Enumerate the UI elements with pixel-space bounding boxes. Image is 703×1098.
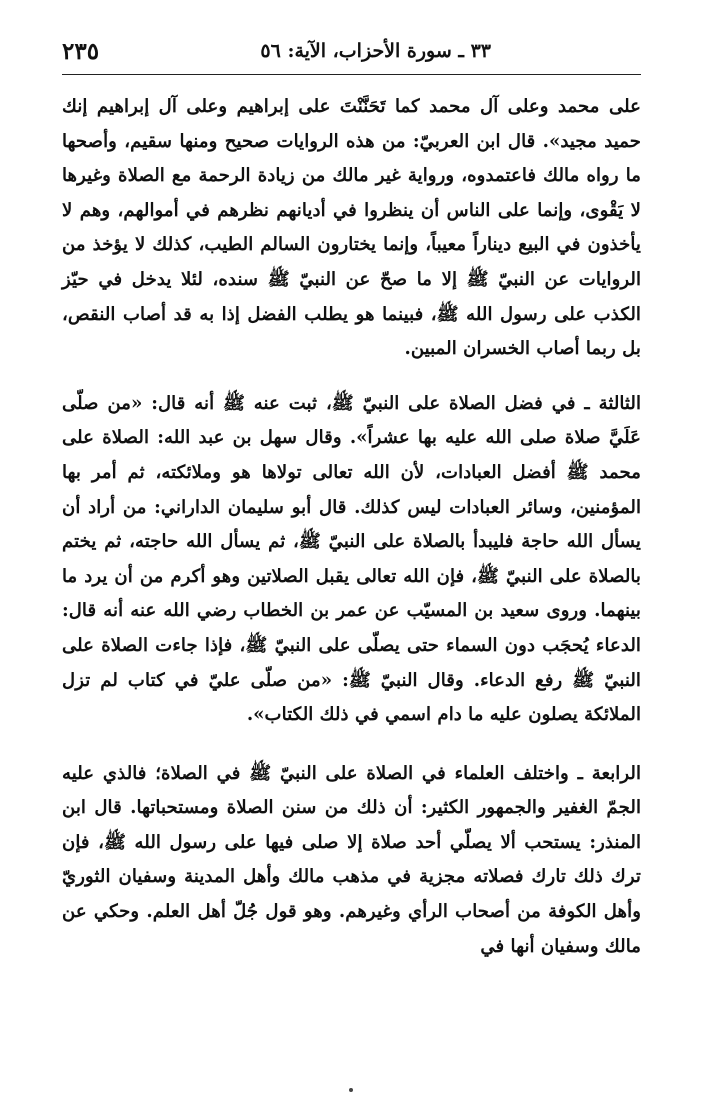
- page-number: ٢٣٥: [62, 38, 100, 65]
- paragraph-3-lead: الرابعة ـ: [577, 762, 641, 784]
- paragraph-2-lead: الثالثة ـ: [584, 392, 641, 414]
- paragraph-2: [62, 387, 641, 733]
- running-title: ٣٣ ـ سورة الأحزاب، الآية: ٥٦: [260, 40, 491, 62]
- paragraph-2-text: في فضل الصلاة على النبيّ ﷺ، ثبت عنه ﷺ أنه قال: «من صلّى عَلَيَّ صلاة صلى الله عليه بها عشراً». وقال سهل بن عبد الله: الصلاة على محمد ﷺ أفضل العبادات، لأن الله تعالى تولاها هو وملائكته، ثم أمر بها المؤمنين، وسائر العبادات ليس كذلك. قال أبو سليمان الداراني: من أراد أن يسأل الله حاجة فليبدأ بالصلاة على النبيّ ﷺ، ثم يسأل الله حاجته، ثم يختم بالصلاة على النبيّ ﷺ، فإن الله تعالى يقبل الصلاتين وهو أكرم من أن يرد ما بينهما. وروى سعيد بن المسيّب عن عمر بن الخطاب رضي الله عنه أنه قال: الدعاء يُحجَب دون السماء حتى يصلّى على النبيّ ﷺ، فإذا جاءت الصلاة على النبيّ ﷺ رفع الدعاء. وقال النبيّ ﷺ: «من صلّى عليّ في كتاب لم تزل الملائكة يصلون عليه ما دام اسمي في ذلك الكتاب».: [62, 392, 641, 726]
- footer-dot: [349, 1088, 353, 1092]
- paragraph-3-text: واختلف العلماء في الصلاة على النبيّ ﷺ في الصلاة؛ فالذي عليه الجمّ الغفير والجمهور الكثير: أن ذلك من سنن الصلاة ومستحباتها. قال ابن المنذر: يستحب ألا يصلّي أحد صلاة إلا صلى فيها على رسول الله ﷺ، فإن ترك ذلك تارك فصلاته مجزية في مذهب مالك وأهل المدينة وسفيان الثوريّ وأهل الكوفة من أصحاب الرأي وغيرهم. وهو قول جُلّ أهل العلم. وحكي عن مالك وسفيان أنها في: [62, 762, 641, 957]
- page-body: [62, 90, 641, 964]
- page-header: [62, 34, 641, 68]
- paragraph-3: [62, 757, 641, 965]
- paragraph-1: [62, 90, 641, 367]
- header-rule: [62, 74, 641, 75]
- paragraph-1-text: على محمد وعلى آل محمد كما تَحَنَّنْتَ على إبراهيم وعلى آل إبراهيم إنك حميد مجيد». قال ابن العربيّ: من هذه الروايات صحيح ومنها سقيم، وأصحها ما رواه مالك فاعتمدوه، ورواية غير مالك من زيادة الرحمة مع الصلاة وغيرها لا يَقْوى، وإنما على الناس أن ينظروا في أديانهم نظرهم في أموالهم، وهم لا يأخذون في البيع ديناراً معيباً، وإنما يختارون السالم الطيب، كذلك لا يؤخذ من الروايات عن النبيّ ﷺ إلا ما صحّ عن النبيّ ﷺ سنده، لئلا يدخل في حيّز الكذب على رسول الله ﷺ، فبينما هو يطلب الفضل إذا به قد أصاب النقص، بل ربما أصاب الخسران المبين.: [62, 96, 641, 360]
